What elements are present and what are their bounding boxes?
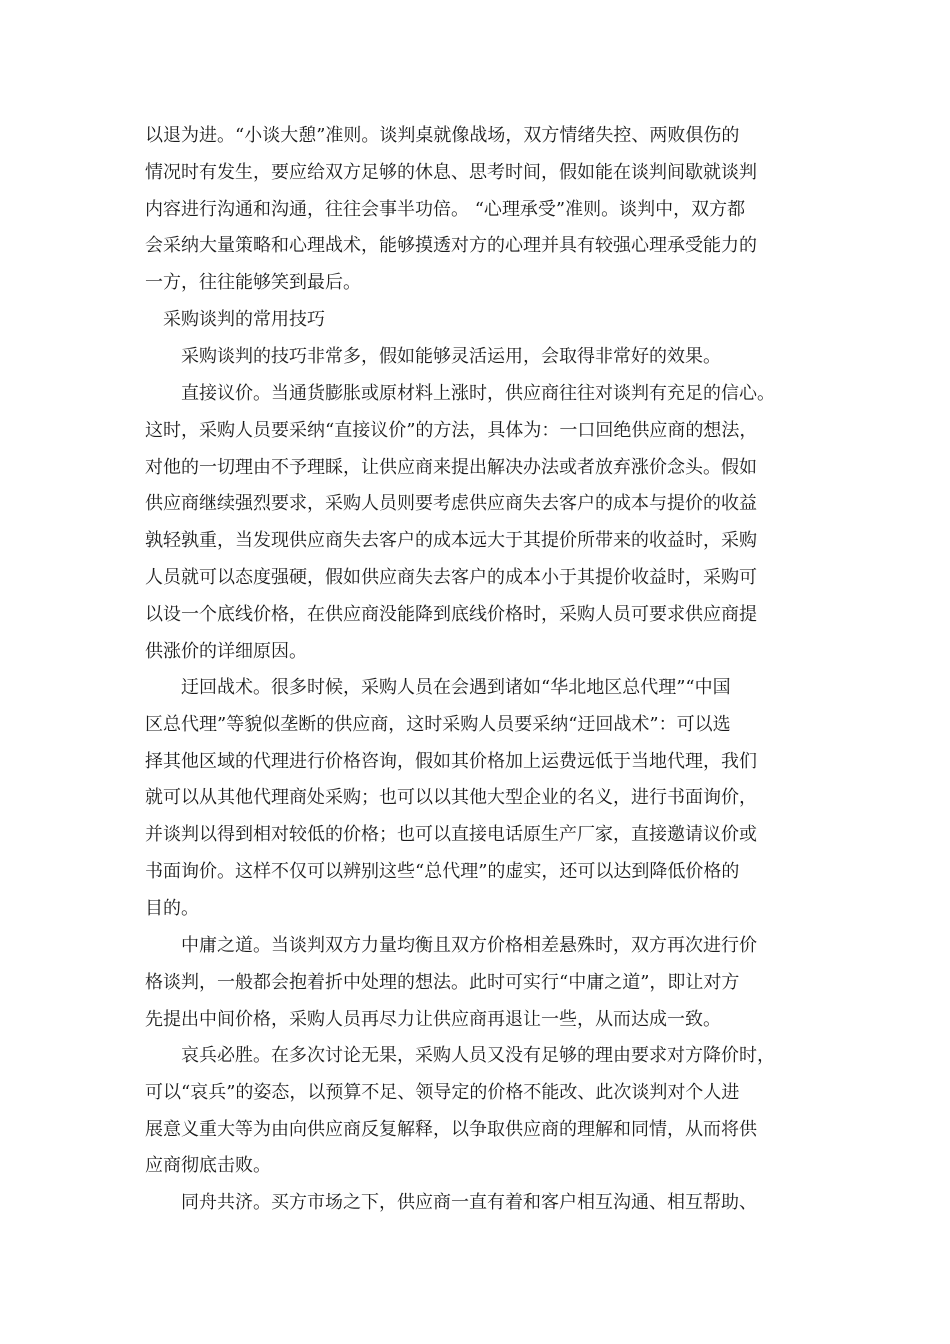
text-line: 应商彻底击败。	[145, 1155, 271, 1177]
text-line: 对他的一切理由不予理睬，让供应商来提出解决办法或者放弃涨价念头。假如	[145, 456, 757, 478]
text-line: 这时，采购人员要采纳“直接议价”的方法，具体为：一口回绝供应商的想法，	[145, 419, 758, 441]
text-line: 迂回战术。很多时候，采购人员在会遇到诸如“华北地区总代理”“中国	[181, 677, 731, 698]
text-line: 以设一个底线价格，在供应商没能降到底线价格时，采购人员可要求供应商提	[145, 603, 757, 625]
paragraph-sympathy-tactic	[145, 1038, 815, 1185]
section-heading	[145, 302, 815, 339]
text-line: 供应商继续强烈要求，采购人员则要考虑供应商失去客户的成本与提价的收益	[145, 493, 757, 515]
text-line: 情况时有发生，要应给双方足够的休息、思考时间，假如能在谈判间歇就谈判	[145, 161, 757, 183]
text-line: 哀兵必胜。在多次讨论无果，采购人员又没有足够的理由要求对方降价时，	[181, 1045, 775, 1066]
text-line: 可以“哀兵”的姿态，以预算不足、领导定的价格不能改、此次谈判对个人进	[145, 1081, 740, 1103]
text-line: 书面询价。这样不仅可以辨别这些“总代理”的虚实，还可以达到降低价格的	[145, 860, 740, 882]
paragraph-detour-tactics	[145, 670, 815, 928]
text-line: 人员就可以态度强硬，假如供应商失去客户的成本小于其提价收益时，采购可	[145, 566, 757, 588]
text-line: 区总代理”等貌似垄断的供应商，这时采购人员要采纳“迂回战术”：可以选	[145, 713, 731, 735]
text-line: 直接议价。当通货膨胀或原材料上涨时，供应商往往对谈判有充足的信心。	[181, 383, 775, 404]
text-line: 会采纳大量策略和心理战术，能够摸透对方的心理并具有较强心理承受能力的	[145, 235, 757, 257]
text-line: 格谈判，一般都会抱着折中处理的想法。此时可实行“中庸之道”，即让对方	[145, 971, 740, 993]
text-line: 供涨价的详细原因。	[145, 640, 307, 662]
text-line: 并谈判以得到相对较低的价格；也可以直接电话原生产厂家，直接邀请议价或	[145, 824, 757, 846]
text-line: 择其他区域的代理进行价格咨询，假如其价格加上运费远低于当地代理，我们	[145, 750, 757, 772]
paragraph-cooperation	[145, 1185, 815, 1222]
text-line: 展意义重大等为由向供应商反复解释，以争取供应商的理解和同情，从而将供	[145, 1118, 757, 1140]
paragraph-negotiation-principles	[145, 118, 815, 302]
text-line: 目的。	[145, 897, 199, 919]
text-line: 一方，往往能够笑到最后。	[145, 272, 361, 294]
text-line: 中庸之道。当谈判双方力量均衡且双方价格相差悬殊时，双方再次进行价	[181, 935, 757, 956]
text-line: 先提出中间价格，采购人员再尽力让供应商再退让一些，从而达成一致。	[145, 1008, 721, 1030]
text-line: 以退为进。“小谈大憩”准则。谈判桌就像战场，双方情绪失控、两败俱伤的	[145, 125, 740, 146]
paragraph-direct-bargaining	[145, 376, 815, 670]
paragraph-intro	[145, 339, 815, 376]
paragraph-middle-way	[145, 928, 815, 1038]
text-line: 就可以从其他代理商处采购；也可以以其他大型企业的名义，进行书面询价，	[145, 787, 757, 809]
text-line: 同舟共济。买方市场之下，供应商一直有着和客户相互沟通、相互帮助、	[181, 1192, 757, 1213]
text-line: 孰轻孰重，当发现供应商失去客户的成本远大于其提价所带来的收益时，采购	[145, 530, 757, 552]
text-line: 内容进行沟通和沟通，往往会事半功倍。 “心理承受”准则。谈判中，双方都	[145, 198, 746, 220]
section-heading-text: 采购谈判的常用技巧	[163, 309, 325, 330]
text-line: 采购谈判的技巧非常多，假如能够灵活运用，会取得非常好的效果。	[181, 346, 721, 367]
